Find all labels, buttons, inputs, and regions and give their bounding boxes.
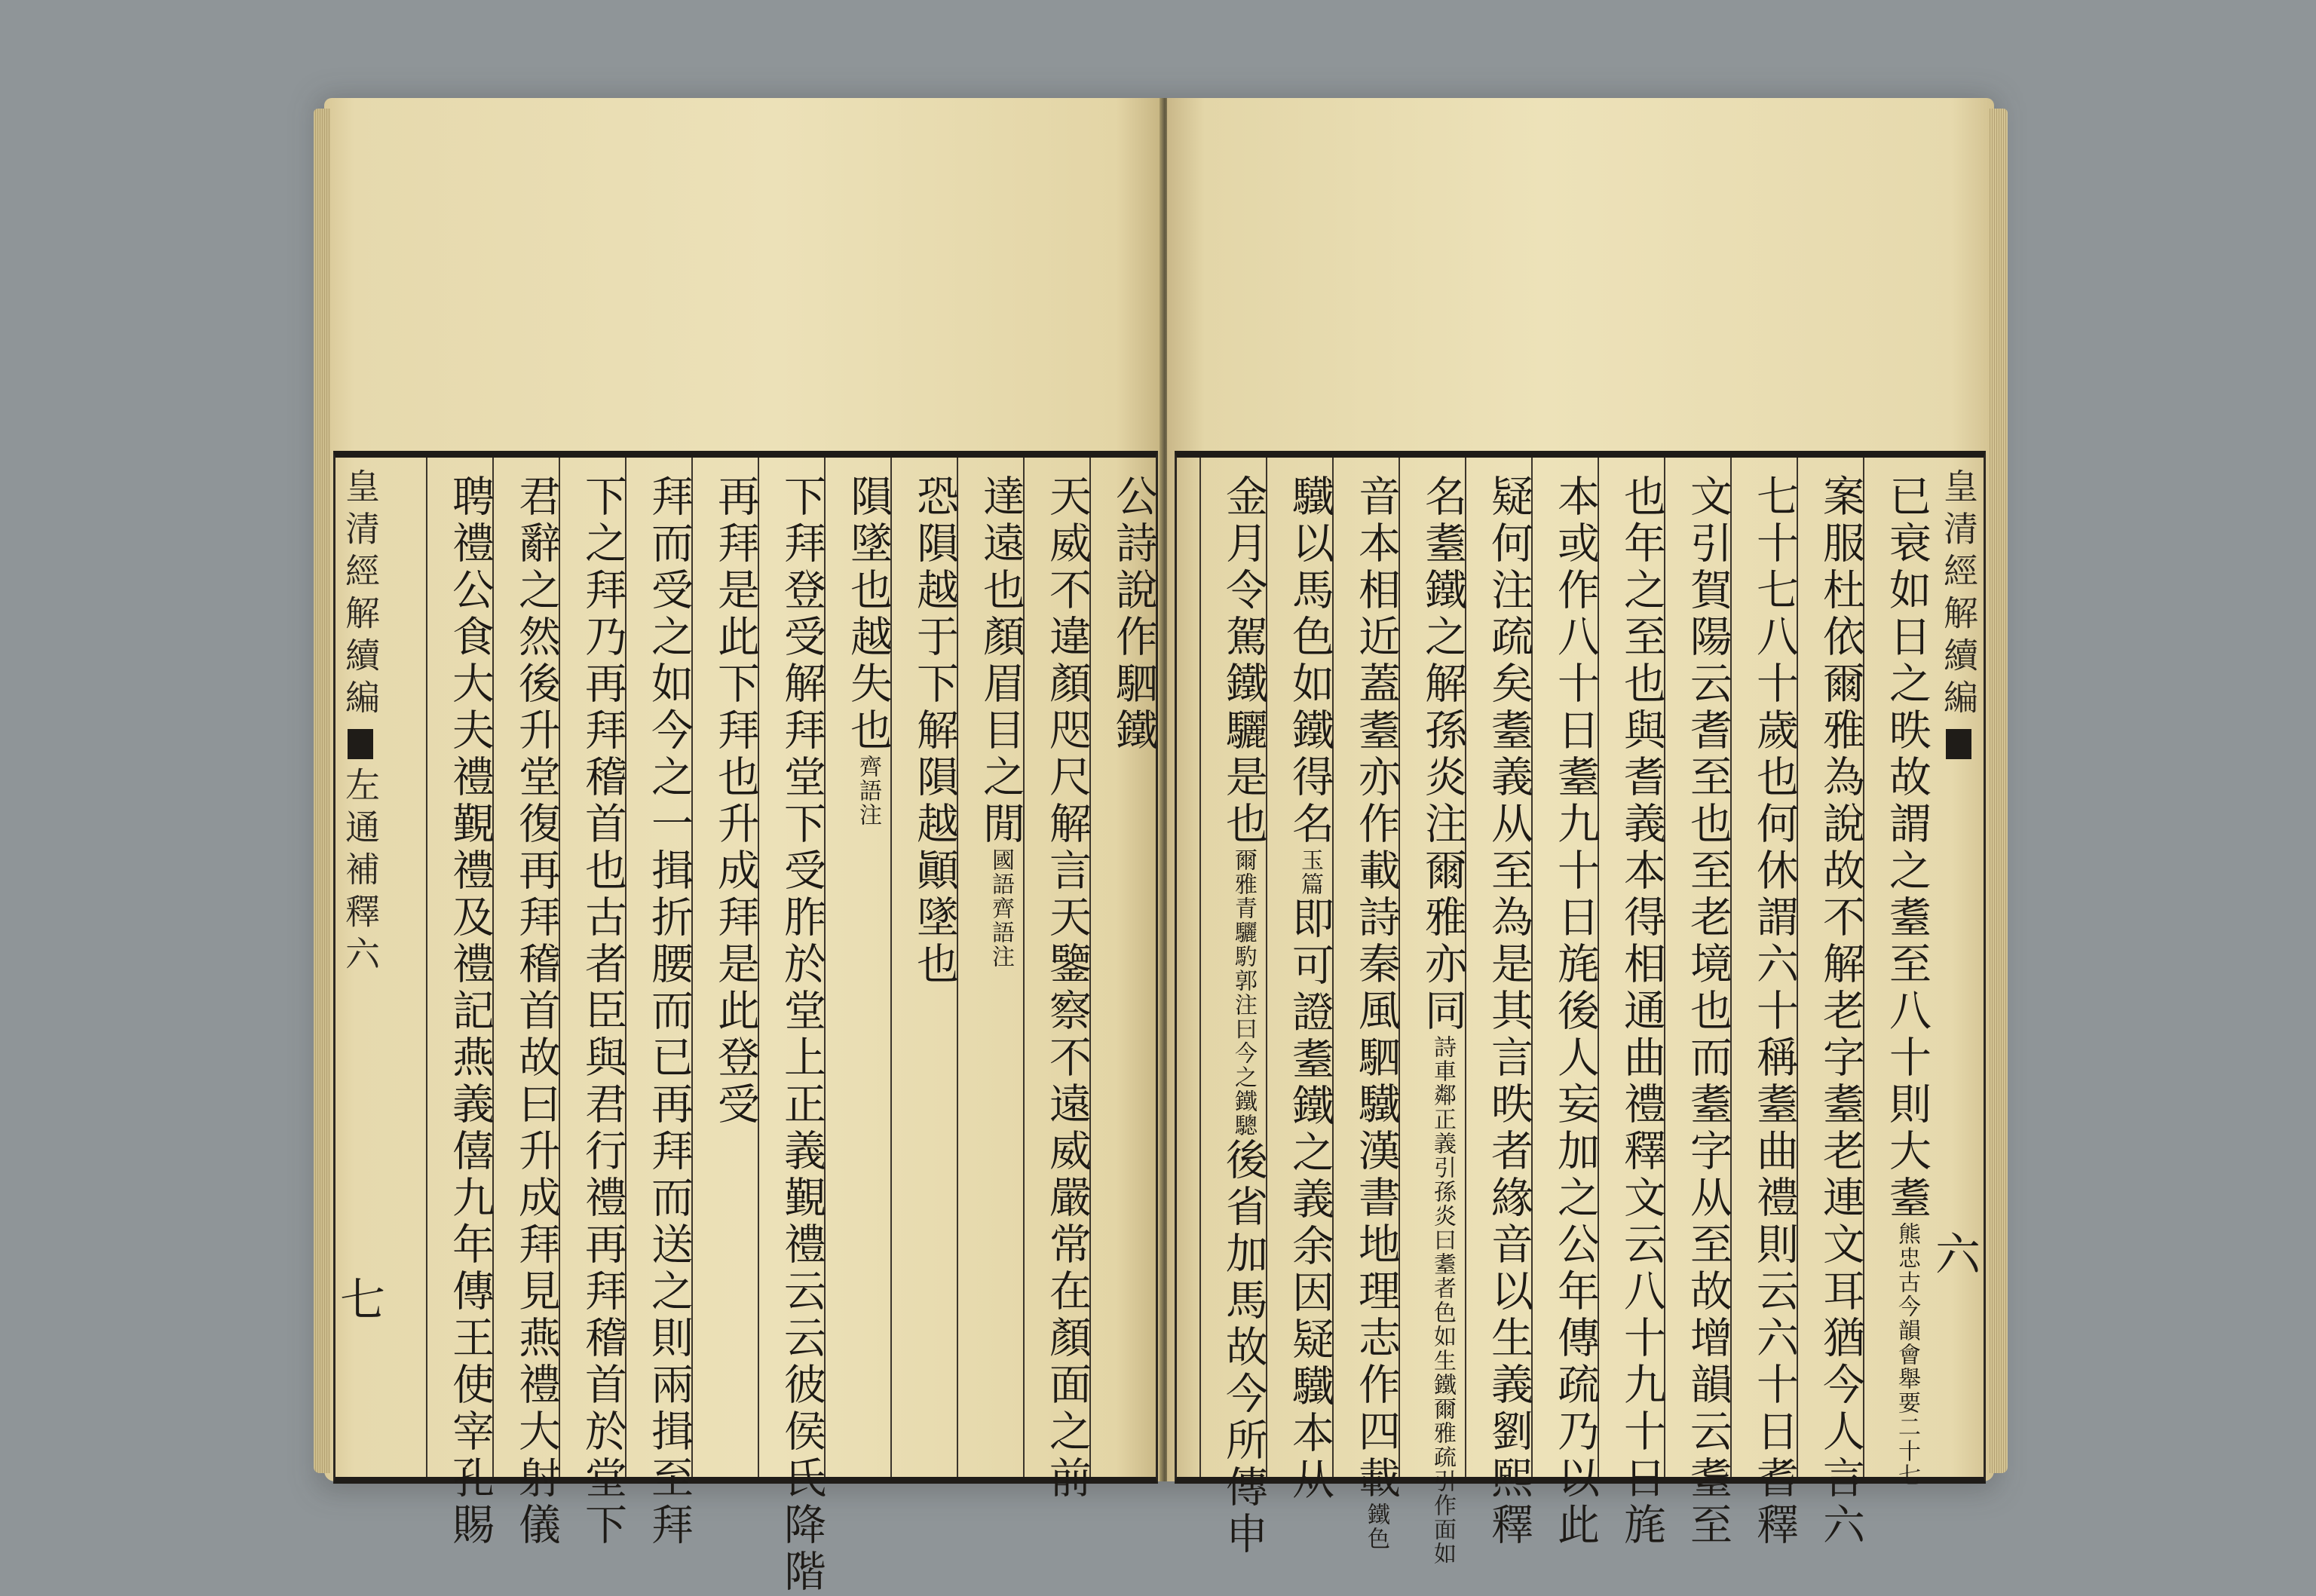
fish-tail-mark-icon <box>348 729 373 759</box>
text-column <box>625 458 694 1549</box>
column-text: 拜而受之如今之一揖折腰而已再拜而送之則兩揖至拜 <box>645 474 694 1549</box>
column-text: 金月令駕鐵驪是也 <box>1219 474 1268 848</box>
fish-tail-mark-icon <box>1946 729 1971 759</box>
column-text: 名耋鐵之解孫炎注爾雅亦同 <box>1418 474 1467 1035</box>
left-text-frame <box>333 451 1158 1596</box>
column-text: 天威不違顏咫尺解言天鑒察不遠威嚴常在顏面之前 <box>1043 474 1092 1503</box>
column-text: 疑何注疏矣耋義从至為是其言昳者緣音以生義劉熙釋 <box>1484 474 1533 1549</box>
column-text: 後省加馬故今所傳申 <box>1219 1138 1268 1558</box>
text-column <box>1531 458 1600 1549</box>
text-column <box>1598 458 1666 1549</box>
commentary-note: 玉篇 <box>1297 848 1323 896</box>
text-column <box>1089 458 1158 1477</box>
text-column <box>1797 458 1865 1549</box>
open-book <box>324 98 1994 1596</box>
text-column <box>758 458 826 1596</box>
right-text-frame <box>1175 451 1986 1566</box>
text-column <box>824 458 893 1477</box>
text-column <box>1398 458 1467 1566</box>
text-column <box>492 458 561 1549</box>
text-column <box>1199 458 1268 1558</box>
column-text: 恐隕越于下解隕越顚墜也 <box>910 474 959 988</box>
column-text: 君辭之然後升堂復再拜稽首故曰升成拜見燕禮大射儀 <box>512 474 561 1549</box>
text-column <box>1023 458 1092 1503</box>
column-text: 案服杜依爾雅為說故不解老字耋老連文耳猶今人言六 <box>1816 474 1865 1549</box>
column-text: 也年之至也與耆義本得相通曲禮釋文云八十九十日旄 <box>1617 474 1666 1549</box>
right-margin-column <box>1934 458 1984 1477</box>
text-column <box>691 458 760 1477</box>
text-column <box>1465 458 1533 1549</box>
text-column <box>559 458 627 1549</box>
page-edges-left <box>314 109 330 1473</box>
left-page <box>324 98 1161 1596</box>
column-text: 已衰如日之昳故謂之耋至八十則大耋 <box>1883 474 1932 1222</box>
text-column <box>890 458 959 1477</box>
column-text: 聘禮公食大夫禮覲禮及禮記燕義僖九年傳王使宰孔賜 <box>446 474 495 1549</box>
commentary-note: 詩車鄰正義引孫炎曰耋者色如生鐵爾雅疏引作面如 <box>1429 1035 1456 1566</box>
text-column <box>1332 458 1401 1551</box>
commentary-note: 國語齊語注 <box>988 848 1014 969</box>
text-column <box>1664 458 1732 1549</box>
column-text: 七十七八十歲也何休謂六十稱耋曲禮則云六十日耆釋 <box>1750 474 1799 1549</box>
column-text: 再拜是此下拜也升成拜是此登受 <box>711 474 760 1129</box>
commentary-note: 熊忠古今韻會舉要二十七 <box>1894 1222 1920 1487</box>
column-text: 驖以馬色如鐵得名 <box>1285 474 1334 848</box>
column-text: 文引賀陽云耆至也至老境也而耋字从至故增韻云耋至 <box>1683 474 1732 1549</box>
commentary-note: 齊語注 <box>855 755 881 827</box>
text-column <box>957 458 1025 1477</box>
text-column <box>1863 458 1932 1487</box>
column-text: 音本相近蓋耋亦作載詩秦風駟驖漢書地理志作四載 <box>1352 474 1401 1503</box>
text-column <box>426 458 495 1549</box>
left-margin-section: 左通補釋六 <box>340 767 381 978</box>
column-text: 達遠也顏眉目之閒 <box>976 474 1025 848</box>
commentary-note: 爾雅青驪馰郭注曰今之鐵驄 <box>1230 848 1257 1138</box>
column-text: 即可證耋鐵之義余因疑驖本从 <box>1285 896 1334 1504</box>
text-column <box>1730 458 1799 1549</box>
text-column <box>1266 458 1334 1504</box>
column-text: 隕墜也越失也 <box>844 474 893 755</box>
right-page <box>1167 98 1994 1566</box>
right-margin-title: 皇清經解續編 <box>1938 468 1979 721</box>
commentary-note: 鐵色 <box>1363 1503 1389 1551</box>
column-text: 下拜登受解拜堂下受胙於堂上正義覲禮云云彼侯氏降階 <box>777 474 826 1596</box>
left-margin-title: 皇清經解續編 <box>340 468 381 721</box>
column-text: 公詩說作駟鐵 <box>1109 474 1158 755</box>
right-page-number: 六 <box>1935 1229 1981 1282</box>
left-page-number: 七 <box>340 1274 385 1327</box>
column-text: 下之拜乃再拜稽首也古者臣與君行禮再拜稽首於堂下 <box>578 474 627 1549</box>
column-text: 本或作八十日耋九十日旄後人妄加之公年傳疏乃以此 <box>1551 474 1600 1549</box>
page-edges-right <box>1990 109 2008 1473</box>
